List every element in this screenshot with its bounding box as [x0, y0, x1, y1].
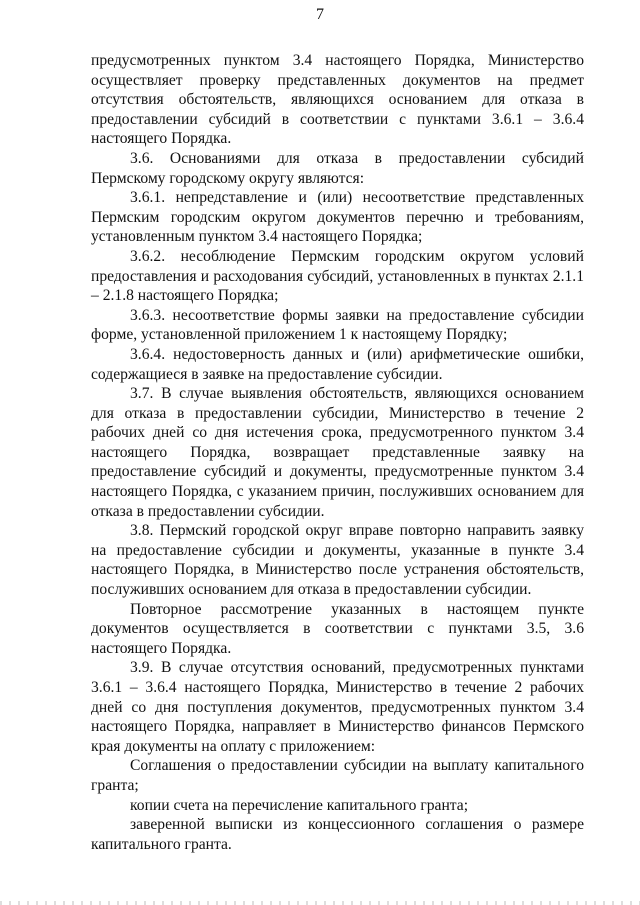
page-number: 7 [316, 6, 324, 23]
paragraph-3-6-1: 3.6.1. непредставление и (или) несоответствие представленных Пермским городским округом документов перечню и требованиям, установленным пунктом 3.4 настоящего Порядка; [91, 189, 584, 246]
paragraph-3-8-repeat-review: Повторное рассмотрение указанных в настоящем пункте документов осуществляется в соответствии с пунктами 3.5, 3.6 настоящего Порядка. [91, 600, 584, 657]
attachment-item-agreement: Соглашения о предоставлении субсидии на выплату капитального гранта; [91, 757, 584, 794]
paragraph-3-9: 3.9. В случае отсутствия оснований, предусмотренных пунктами 3.6.1 – 3.6.4 настоящего Порядка, Министерство в течение 2 рабочих дней со дня поступления документов, предусмотренных пунктом 3.4 настоящего Порядка, направляет в Министерство финансов Пермского края документы на оплату с приложением: [91, 659, 584, 755]
paragraph-continuation: предусмотренных пунктом 3.4 настоящего Порядка, Министерство осуществляет проверку представленных документов на предмет отсутствия обстоятельств, являющихся основанием для отказа в предоставлении субсидий в соответствии с пунктами 3.6.1 – 3.6.4 настоящего Порядка. [91, 52, 584, 148]
paragraph-3-8: 3.8. Пермский городской округ вправе повторно направить заявку на предоставление субсидии и документы, указанные в пункте 3.4 настоящего Порядка, в Министерство после устранения обстоятельств, послуживших основанием для отказа в предоставлении субсидии. [91, 522, 584, 599]
paragraph-3-7: 3.7. В случае выявления обстоятельств, являющихся основанием для отказа в предоставлении субсидии, Министерство в течение 2 рабочих дней со дня истечения срока, предусмотренного пунктом 3.4 настоящего Порядка, возвращает представленные заявку на предоставление субсидий и документы, предусмотренные пунктом 3.4 настоящего Порядка, с указанием причин, послуживших основанием для отказа в предоставлении субсидии. [91, 385, 584, 520]
scan-edge-artifact [0, 901, 640, 905]
document-body [91, 51, 584, 854]
attachment-item-invoice-copy: копии счета на перечисление капитального гранта; [130, 796, 469, 814]
paragraph-3-6-2: 3.6.2. несоблюдение Пермским городским округом условий предоставления и расходования субсидий, установленных в пунктах 2.1.1 – 2.1.8 настоящего Порядка; [91, 247, 584, 305]
paragraph-3-6-4: 3.6.4. недостоверность данных и (или) арифметические ошибки, содержащиеся в заявке на предоставление субсидии. [91, 345, 584, 383]
paragraph-3-6-3: 3.6.3. несоответствие формы заявки на предоставление субсидии форме, установленной приложением 1 к настоящему Порядку; [91, 306, 584, 344]
paragraph-3-6: 3.6. Основаниями для отказа в предоставлении субсидий Пермскому городскому округу являются: [91, 149, 584, 187]
attachment-item-certified-extract: заверенной выписки из концессионного соглашения о размере капитального гранта. [91, 816, 584, 853]
